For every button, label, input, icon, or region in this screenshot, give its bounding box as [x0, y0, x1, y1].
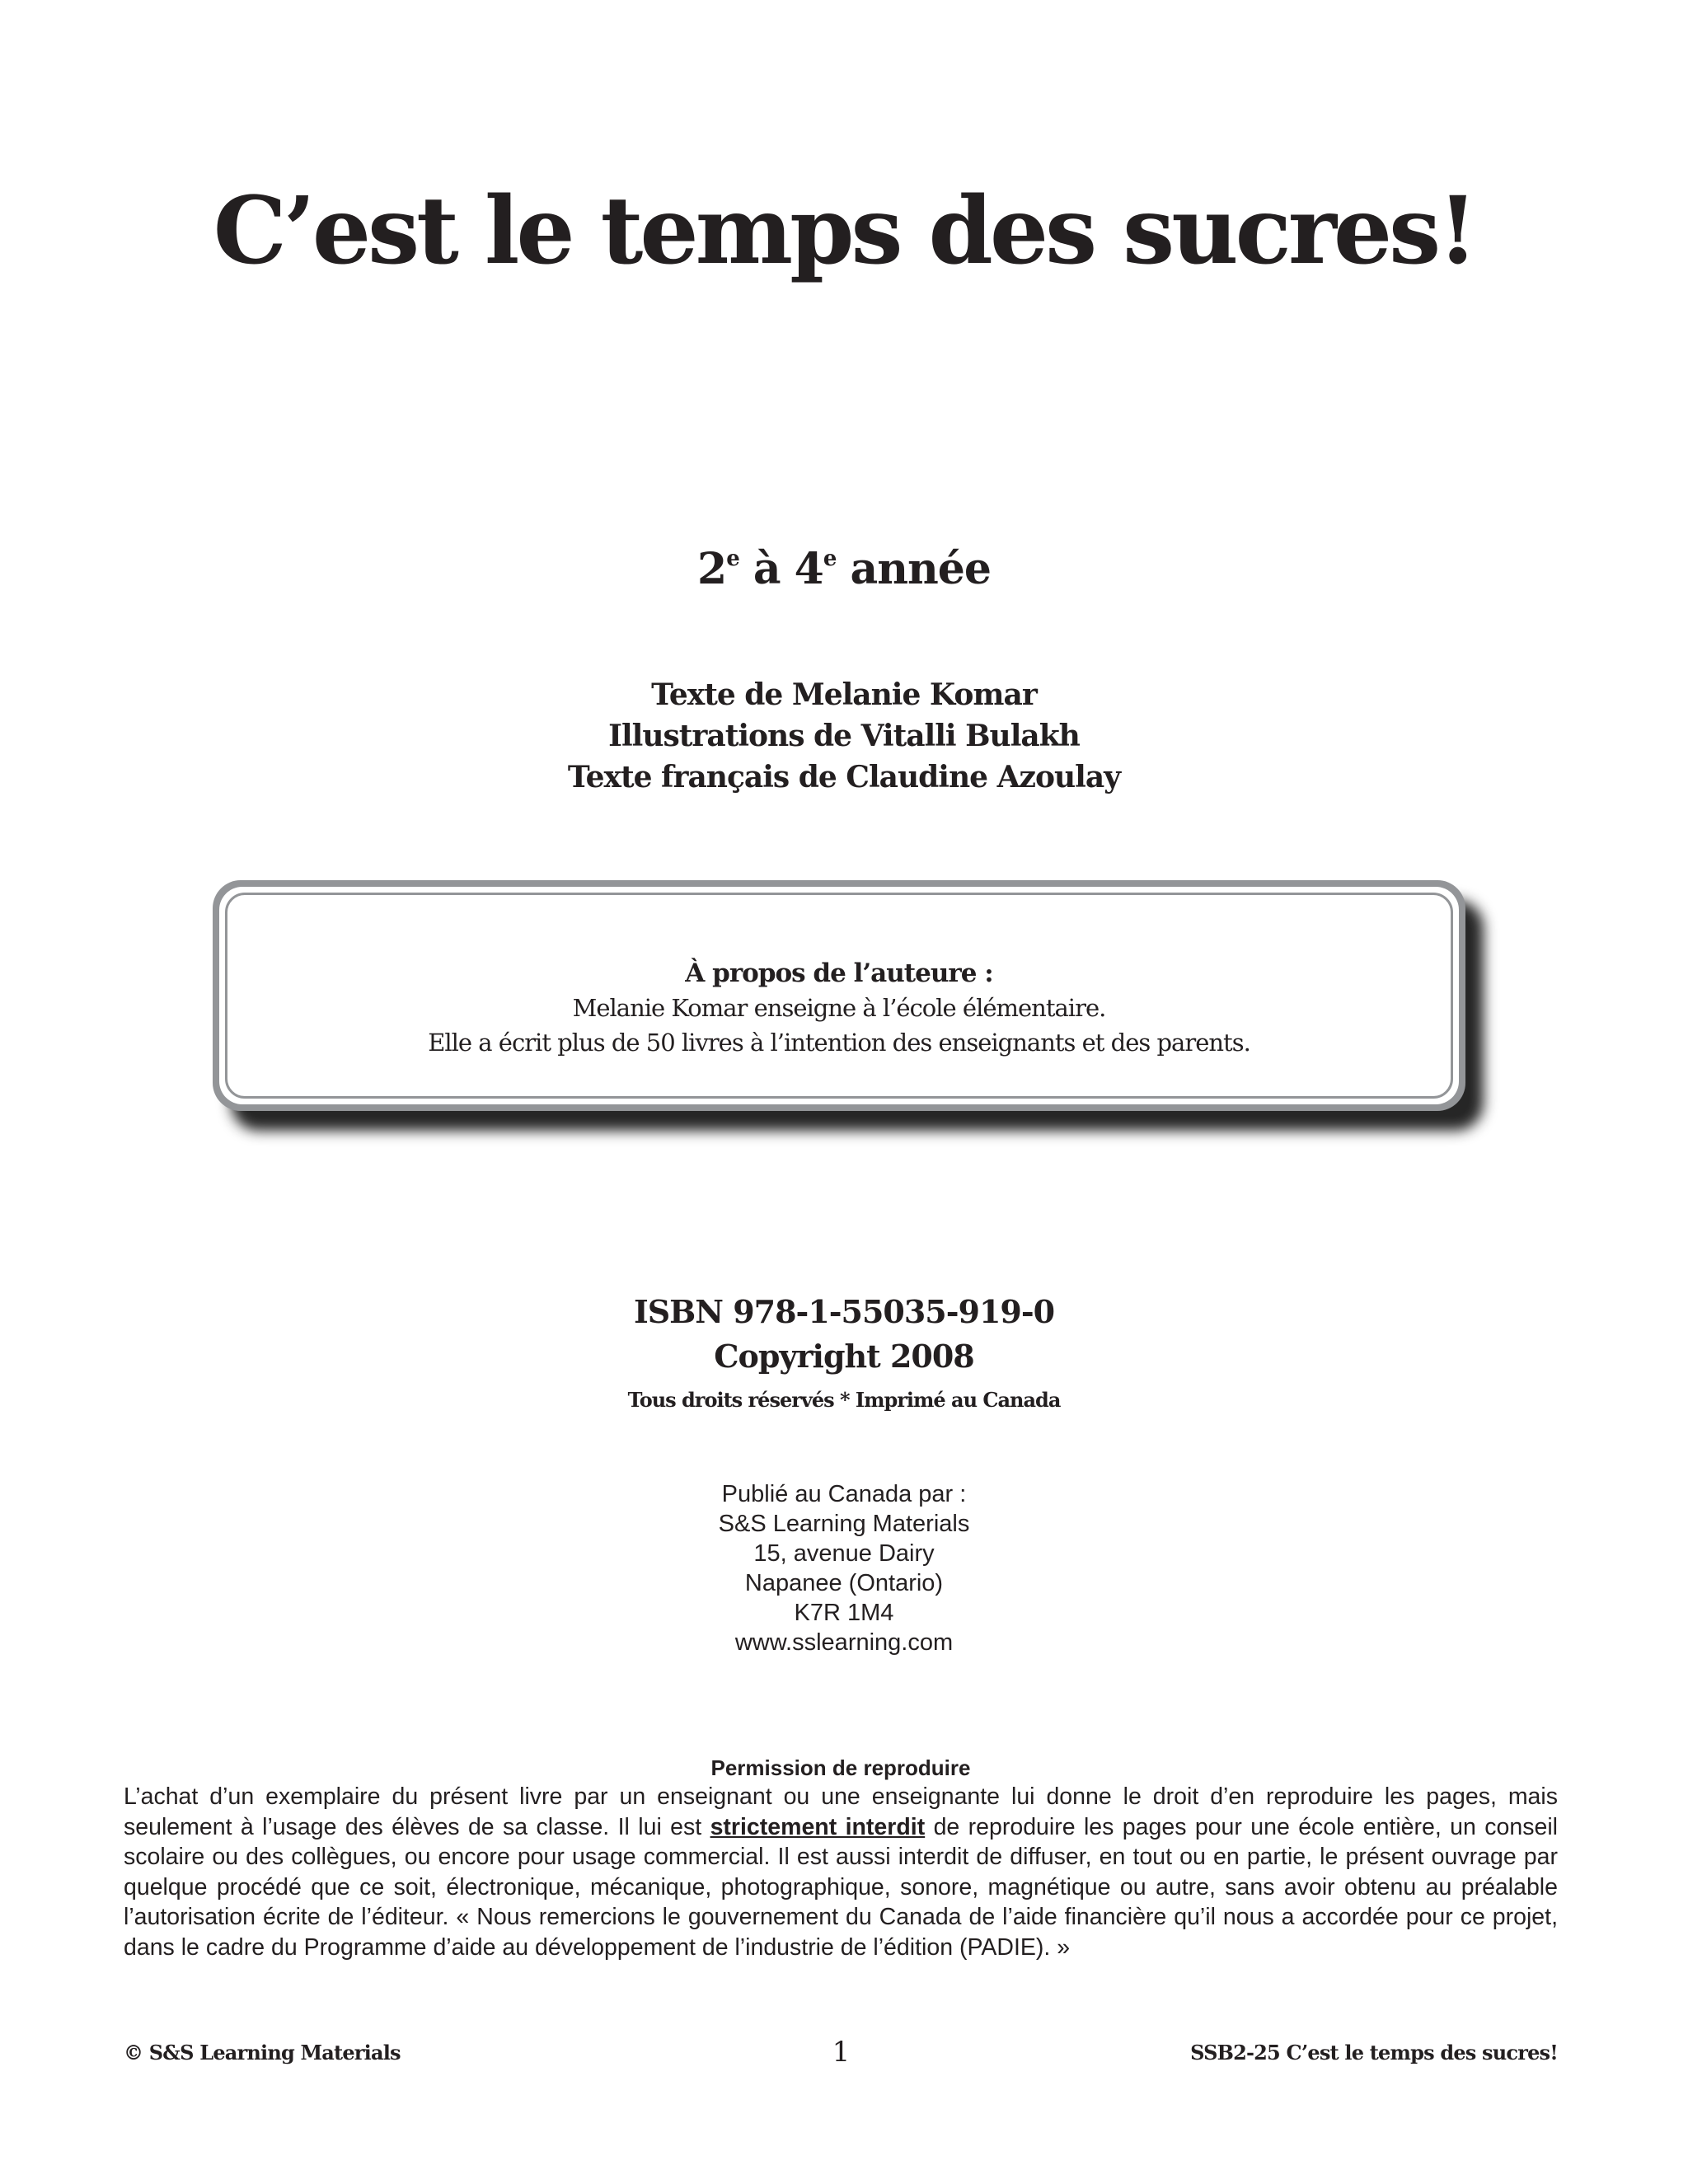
publisher-info: [0, 1479, 1688, 1657]
publisher-postal-code: K7R 1M4: [794, 1600, 894, 1626]
grade-level: [0, 544, 1688, 594]
footer-book-code: SSB2-25 C’est le temps des sucres!: [1190, 2041, 1558, 2064]
publisher-line-1: Publié au Canada par :: [721, 1481, 967, 1507]
copyright: Copyright 2008: [714, 1338, 974, 1375]
publisher-city: Napanee (Ontario): [744, 1570, 944, 1596]
permission-text-after: de reproduire les pages pour une école entière, un conseil scolaire ou des collègues, ou encore pour usage commercial. Il est aussi interdit de diffuser, en tout ou en partie, le présent ouvrage par quelque procédé que ce soit, électronique, mécanique, photographique, sonore, magnétique ou autre, sans avoir obtenu au préalable l’autorisation écrite de l’éditeur. « Nous remercions le gouvernement du Canada de l’aide financière qu’il nous a accordée pour ce projet, dans le cadre du Programme d’aide au développement de l’industrie de l’édition (PADIE). »: [124, 1813, 1558, 1961]
about-heading: À propos de l’auteure :: [685, 958, 993, 988]
footer-copyright: © S&S Learning Materials: [124, 2041, 401, 2064]
permission-title: Permission de reproduire: [710, 1755, 971, 1780]
grade-to-suffix: e: [823, 546, 837, 571]
credits: [0, 674, 1688, 798]
publication-info: [0, 1290, 1688, 1413]
grade-from-suffix: e: [726, 546, 739, 571]
about-line-2: Elle a écrit plus de 50 livres à l’intention des enseignants et des parents.: [428, 1029, 1250, 1057]
permission-body: [124, 1782, 1558, 1962]
credit-translator: Texte français de Claudine Azoulay: [567, 760, 1121, 794]
grade-to-number: 4: [794, 544, 823, 594]
about-author-text: [213, 956, 1465, 1060]
page-footer: [124, 2036, 1558, 2069]
grade-from-number: 2: [697, 544, 727, 594]
about-author-box: [213, 880, 1465, 1111]
grade-connector: à: [753, 544, 781, 594]
publisher-name: S&S Learning Materials: [718, 1511, 970, 1537]
rights-notice: Tous droits réservés * Imprimé au Canada: [627, 1388, 1061, 1412]
permission-text-before: L’achat d’un exemplaire du présent livre par un enseignant ou une enseignante lui donne le droit d’en reproduire les pages, mais seulement à l’usage des élèves de sa classe. Il lui est: [124, 1783, 1558, 1840]
publisher-street: 15, avenue Dairy: [753, 1540, 935, 1567]
permission-section: [124, 1754, 1558, 1962]
isbn: ISBN 978-1-55035-919-0: [633, 1293, 1055, 1330]
credit-illustrator: Illustrations de Vitalli Bulakh: [608, 719, 1080, 753]
page-number: 1: [832, 2036, 850, 2069]
permission-emphasis: strictement interdit: [710, 1813, 926, 1840]
credit-author: Texte de Melanie Komar: [651, 677, 1037, 712]
page-title: C’est le temps des sucres!: [213, 177, 1475, 285]
grade-word: année: [850, 544, 991, 594]
about-line-1: Melanie Komar enseigne à l’école élémentaire.: [572, 994, 1106, 1022]
publisher-website: www.sslearning.com: [734, 1629, 954, 1656]
